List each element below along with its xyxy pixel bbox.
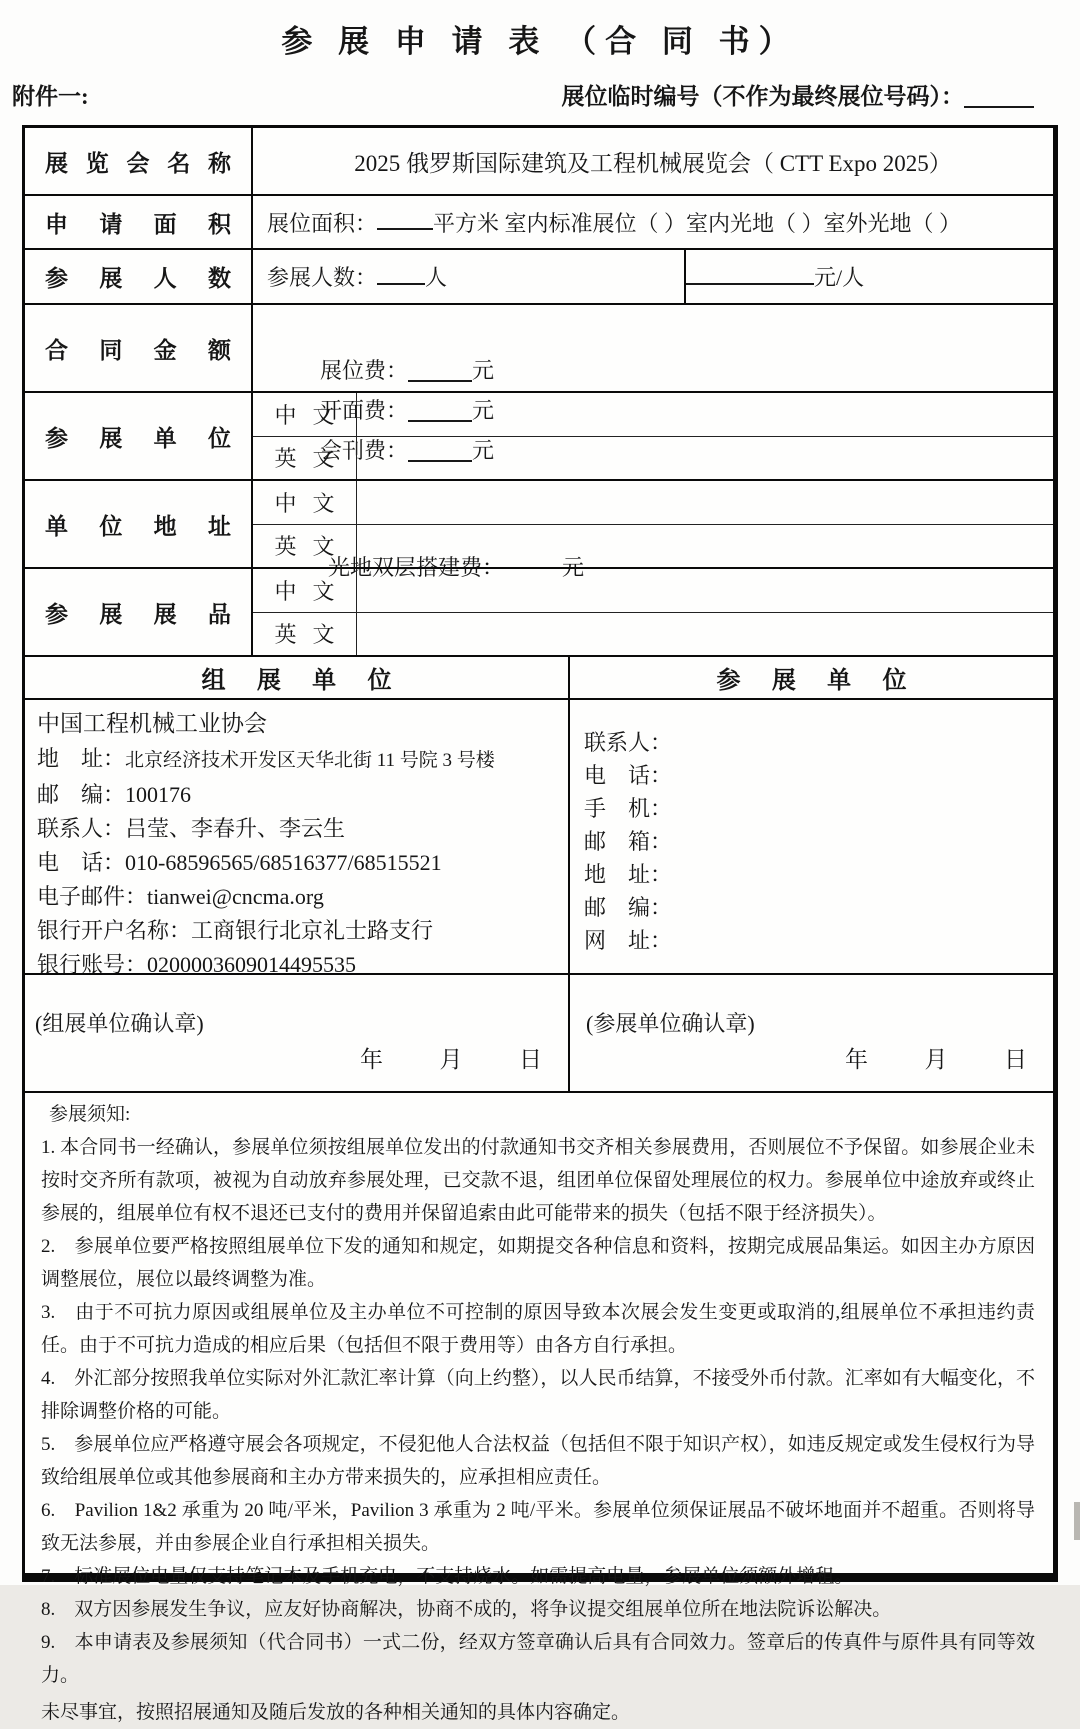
organizer-bank-account-line: 银行账号：0200003609014495535	[37, 952, 357, 977]
scan-artifact	[1074, 1502, 1080, 1540]
open-side-fee: 开面费： 元	[320, 398, 495, 423]
note-item-2: 2. 参展单位要严格按照组展单位下发的通知和规定，如期提交各种信息和资料，按期完成展品集运。如因主办方原因调整展位，展位以最终调整为准。	[41, 1236, 1035, 1290]
row-company-address	[25, 479, 1053, 567]
chinese-sublabel: 中 文	[253, 393, 357, 436]
exhibitor-name-en-row	[253, 436, 1053, 480]
company-address-body	[253, 481, 1053, 567]
row-exhibits	[25, 567, 1053, 655]
participants-label: 参 展 人 数	[25, 250, 253, 303]
organizer-address-line: 地 址：北京经济技术开发区天华北街 11 号院 3 号楼	[37, 746, 495, 771]
exhibits-cn-row	[253, 569, 1053, 612]
participants-unit: 人	[425, 265, 448, 290]
area-options: 平方米 室内标准展位（ ）室内光地（ ）室外光地（ ）	[433, 210, 962, 236]
organizer-bank-name-line: 银行开户名称：工商银行北京礼士路支行	[37, 918, 434, 943]
organizer-stamp-cell	[25, 975, 570, 1091]
price-unit: 元/人	[814, 265, 865, 290]
company-address-cn-field	[357, 481, 1053, 524]
notes-heading: 参展须知:	[49, 1104, 131, 1125]
price-blank	[686, 269, 814, 285]
application-form-table	[22, 125, 1058, 1723]
exhibits-body	[253, 569, 1053, 655]
chinese-sublabel: 中 文	[253, 569, 357, 612]
note-item-9: 9. 本申请表及参展须知（代合同书）一式二份，经双方签章确认后具有合同效力。签章后的传真件与原件具有同等效力。	[41, 1632, 1035, 1686]
requested-area-label: 申 请 面 积	[25, 196, 253, 248]
exhibitor-name-cn-field	[357, 393, 1053, 436]
note-item-7: 7. 标准展位电量仅支持笔记本及手机充电，不支持烧水。如需提高电量，参展单位须额外增租。	[41, 1566, 854, 1587]
note-item-6: 6. Pavilion 1&2 承重为 20 吨/平米，Pavilion 3 承重为 2 吨/平米。参展单位须保证展品不破坏地面并不超重。否则将导致无法参展，并由参展企业自行承担相关损失。	[41, 1500, 1035, 1554]
exhibition-name-value: 2025 俄罗斯国际建筑及工程机械展览会（ CTT Expo 2025）	[354, 150, 952, 176]
exhibitor-contact-person-label: 联系人：	[584, 730, 673, 755]
organizer-stamp-label: (组展单位确认章)	[35, 1011, 204, 1036]
row-stamps	[25, 973, 1053, 1091]
booth-number-blank	[964, 92, 1034, 108]
note-item-1: 1. 本合同书一经确认，参展单位须按组展单位发出的付款通知书交齐相关参展费用，否则展位不予保留。如参展企业未按时交齐所有款项，被视为自动放弃参展处理，已交款不退，组团单位保留处理展位的权力。参展单位中途放弃或终止参展的，组展单位有权不退还已支付的费用并保留追索由此可能带来的损失（包括不限于经济损失）。	[41, 1137, 1035, 1224]
meta-row	[12, 78, 1058, 111]
exhibitor-name-body	[253, 393, 1053, 479]
area-blank	[377, 214, 433, 230]
raw-space-fee-label: 光地双层搭建费：	[328, 555, 505, 580]
company-address-en-row	[253, 524, 1053, 568]
exhibitor-mobile-label: 手 机：	[584, 796, 673, 821]
exhibitor-name-en-field	[357, 437, 1053, 480]
exhibitor-header: 参 展 单 位	[716, 668, 907, 694]
requested-area-value	[253, 196, 1053, 248]
exhibitor-stamp-cell	[570, 975, 1053, 1091]
exhibits-en-field	[357, 613, 1053, 656]
notes-section	[25, 1093, 1053, 1729]
organizer-name: 中国工程机械工业协会	[37, 711, 267, 736]
chinese-sublabel: 中 文	[253, 481, 357, 524]
organizer-header: 组 展 单 位	[25, 657, 570, 698]
exhibitor-contact-cell	[570, 700, 1053, 973]
row-requested-area	[25, 194, 1053, 248]
exhibits-cn-field	[357, 569, 1053, 612]
note-item-4: 4. 外汇部分按照我单位实际对外汇款汇率计算（向上约整），以人民币结算，不接受外币付款。汇率如有大幅变化，不排除调整价格的可能。	[41, 1368, 1035, 1422]
participants-count-cell	[253, 250, 686, 303]
contract-amount-label: 合 同 金 额	[25, 305, 253, 391]
note-item-5: 5. 参展单位应严格遵守展会各项规定，不侵犯他人合法权益（包括但不限于知识产权），如违反规定或发生侵权行为导致给组展单位或其他参展商和主办方带来损失的，应承担相应责任。	[41, 1434, 1035, 1488]
organizer-date-line: 年 月 日	[360, 1047, 542, 1072]
exhibitor-date-line: 年 月 日	[845, 1047, 1027, 1072]
area-prefix: 展位面积：	[267, 210, 378, 236]
row-participants	[25, 248, 1053, 303]
exhibitor-stamp-label: (参展单位确认章)	[586, 1011, 755, 1036]
participants-price-cell	[686, 250, 1053, 303]
exhibitor-email-label: 邮 箱：	[584, 829, 673, 854]
company-address-en-field	[357, 525, 1053, 568]
booth-fee: 展位费： 元	[320, 358, 495, 383]
attachment-label: 附件一:	[12, 84, 89, 109]
row-exhibition-name	[25, 128, 1053, 194]
booth-fee-blank	[408, 366, 472, 382]
note-item-3: 3. 由于不可抗力原因或组展单位及主办单位不可控制的原因导致本次展会发生变更或取消的,组展单位不承担违约责任。由于不可抗力造成的相应后果（包括但不限于费用等）由各方自行承担。	[41, 1302, 1035, 1356]
exhibitor-name-cn-row	[253, 393, 1053, 436]
note-item-8: 8. 双方因参展发生争议，应友好协商解决，协商不成的，将争议提交组展单位所在地法院诉讼解决。	[41, 1599, 892, 1620]
organizer-contacts-line: 联系人：吕莹、李春升、李云生	[37, 816, 346, 841]
booth-number-line	[562, 78, 1059, 111]
english-sublabel: 英 文	[253, 437, 357, 480]
english-sublabel: 英 文	[253, 613, 357, 656]
exhibitor-name-label: 参 展 单 位	[25, 393, 253, 479]
row-contact-info	[25, 698, 1053, 977]
exhibits-en-row	[253, 612, 1053, 656]
exhibitor-postcode-label: 邮 编：	[584, 895, 673, 920]
company-address-cn-row	[253, 481, 1053, 524]
row-exhibitor-name	[25, 391, 1053, 479]
company-address-label: 单 位 地 址	[25, 481, 253, 567]
exhibitor-address-label: 地 址：	[584, 862, 673, 887]
row-notes	[25, 1091, 1053, 1729]
english-sublabel: 英 文	[253, 525, 357, 568]
page-title: 参 展 申 请 表 （合 同 书）	[281, 24, 799, 59]
catalogue-fee: 会刊费： 元	[320, 438, 495, 463]
exhibitor-website-label: 网 址：	[584, 928, 673, 953]
organizer-info-cell	[25, 700, 570, 977]
participants-prefix: 参展人数：	[267, 265, 378, 290]
exhibits-label: 参 展 展 品	[25, 569, 253, 655]
booth-number-label: 展位临时编号（不作为最终展位号码）：	[561, 84, 964, 109]
exhibitor-phone-label: 电 话：	[584, 763, 673, 788]
raw-space-fee-unit: 元	[562, 555, 585, 580]
organizer-phone-line: 电 话：010-68596565/68516377/68515521	[37, 850, 442, 875]
participants-blank	[377, 269, 425, 285]
row-section-headers	[25, 655, 1053, 698]
exhibition-name-label: 展 览 会 名 称	[25, 128, 253, 194]
organizer-email-line: 电子邮件：tianwei@cncma.org	[37, 884, 324, 909]
notes-footer: 未尽事宜，按照招展通知及随后发放的各种相关通知的具体内容确定。	[41, 1702, 631, 1723]
organizer-postcode-line: 邮 编：100176	[37, 782, 192, 807]
